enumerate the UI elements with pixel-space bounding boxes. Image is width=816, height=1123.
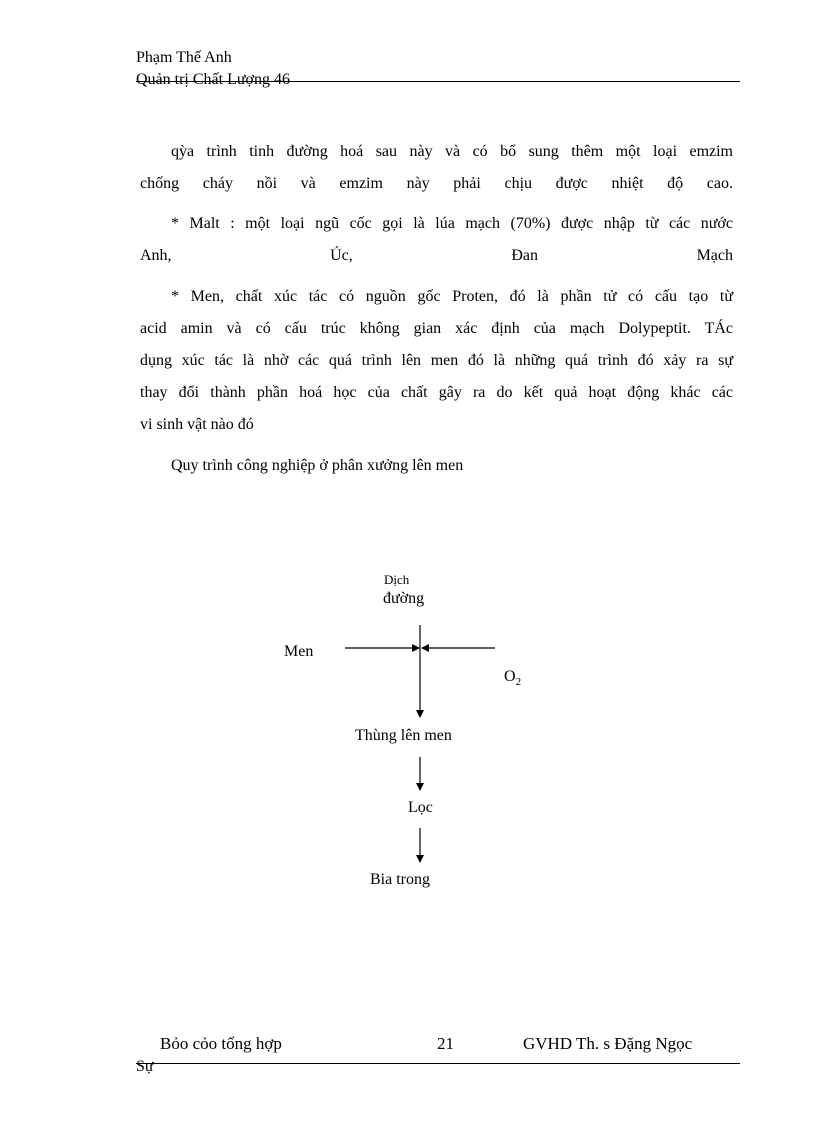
paragraph-3-line-4: thay đổi thành phần hoá học của chất gây ra do kết quả hoạt động khác các bbox=[140, 384, 733, 401]
paragraph-2-word-2: Úc, bbox=[330, 247, 353, 264]
paragraph-2-line-1: * Malt : một loại ngũ cốc gọi là lúa mạch (70%) được nhập từ các nước bbox=[171, 215, 733, 232]
diagram-input-o2 bbox=[504, 668, 521, 688]
diagram-input-o2-symbol: O bbox=[504, 668, 516, 685]
paragraph-3-line-2: acid amin và có cấu trúc không gian xác định của mạch Dolypeptit. TÁc bbox=[140, 320, 733, 337]
footer-left: Bỏo cỏo tổng hợp bbox=[160, 1034, 282, 1053]
footer-page-number: 21 bbox=[437, 1034, 454, 1053]
paragraph-2-word-4: Mạch bbox=[696, 247, 733, 264]
paragraph-2-word-1: Anh, bbox=[140, 247, 172, 264]
paragraph-2-word-3: Đan bbox=[511, 247, 538, 264]
paragraph-1-line-2: chống cháy nồi và emzim này phải chịu được nhiệt độ cao. bbox=[140, 175, 733, 192]
header-class: Quản trị Chất Lượng 46 bbox=[136, 71, 290, 88]
diagram-step-thung-len-men: Thùng lên men bbox=[355, 727, 452, 744]
paragraph-3-line-5: vi sinh vật nào đó bbox=[140, 416, 254, 433]
diagram-input-o2-subscript: 2 bbox=[515, 676, 522, 689]
paragraph-4-line-1: Quy trình công nghiệp ở phân xưởng lên men bbox=[171, 457, 464, 474]
diagram-input-men: Men bbox=[284, 643, 314, 660]
paragraph-1-line-1: qỳa trình tinh đường hoá sau này và có bổ sung thêm một loại emzim bbox=[171, 143, 733, 160]
paragraph-3-line-1: * Men, chất xúc tác có nguồn gốc Proten, đó là phần tử có cấu tạo từ bbox=[171, 288, 733, 305]
header-author: Phạm Thế Anh bbox=[136, 49, 232, 66]
paragraph-3-line-3: dụng xúc tác là nhờ các quá trình lên men đó là những quá trình đó xảy ra sự bbox=[140, 352, 733, 369]
footer-rule bbox=[136, 1063, 740, 1064]
diagram-input-dich: Dịch bbox=[384, 572, 410, 587]
footer-wrap: Sự bbox=[136, 1058, 154, 1075]
footer-right: GVHD Th. s Đặng Ngọc bbox=[523, 1034, 693, 1053]
diagram-input-duong: đường bbox=[383, 590, 425, 607]
diagram-step-bia-trong: Bia trong bbox=[370, 871, 430, 888]
diagram-step-loc: Lọc bbox=[408, 799, 433, 816]
